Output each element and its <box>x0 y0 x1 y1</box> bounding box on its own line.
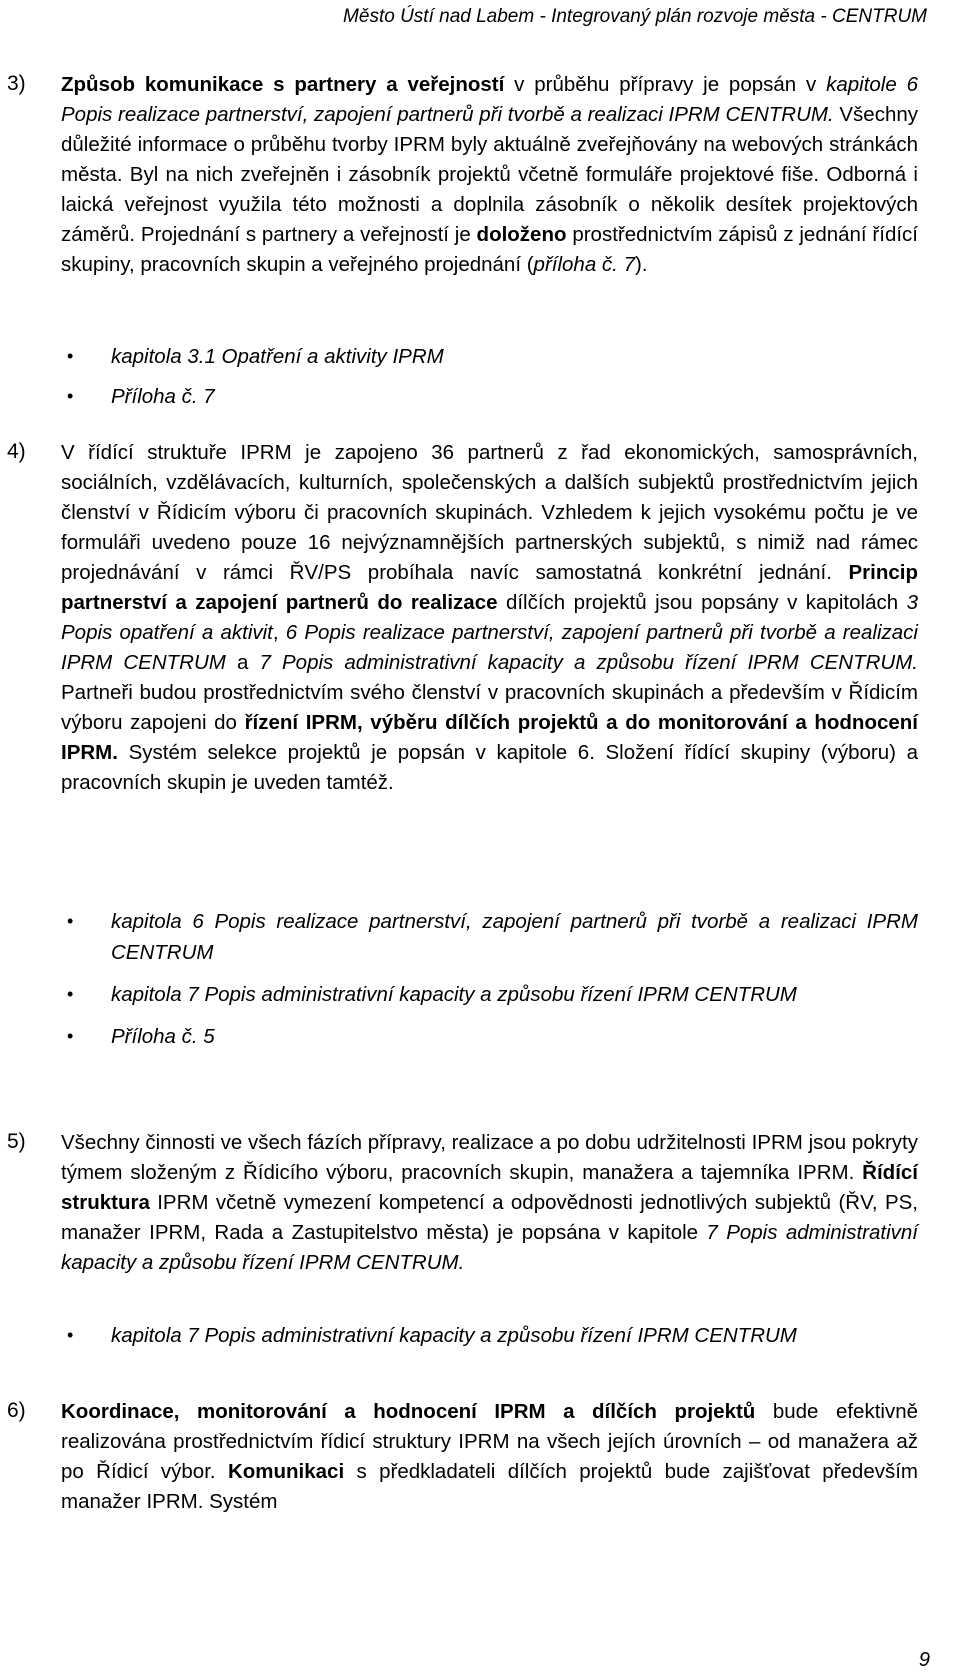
page-header: Město Ústí nad Labem - Integrovaný plán rozvoje města - CENTRUM <box>343 6 927 27</box>
bold-text: Koordinace, monitorování a hodnocení IPRM a dílčích projektů <box>61 1400 756 1423</box>
bold-text: doloženo <box>476 223 567 246</box>
list-item: • kapitola 6 Popis realizace partnerství, zapojení partnerů při tvorbě a realizaci IPRM CENTRUM <box>67 906 918 968</box>
italic-reference: 7 Popis administrativní kapacity a způsobu řízení IPRM CENTRUM. <box>61 1221 918 1274</box>
section-3-bullets <box>67 341 918 412</box>
section-number: 5) <box>7 1130 26 1153</box>
section-number: 4) <box>7 440 26 463</box>
section-5-bullets <box>67 1320 918 1351</box>
bold-text: Způsob komunikace s partnery a veřejností <box>61 73 505 96</box>
italic-reference: příloha č. 7 <box>533 253 635 276</box>
page-number: 9 <box>918 1649 930 1671</box>
bold-text: Řídící struktura <box>61 1161 918 1214</box>
italic-reference: kapitole 6 Popis realizace partnerství, zapojení partnerů při tvorbě a realizaci IPRM CENTRUM. <box>61 73 918 126</box>
list-item: • kapitola 7 Popis administrativní kapacity a způsobu řízení IPRM CENTRUM <box>67 1320 918 1351</box>
list-item: • kapitola 7 Popis administrativní kapacity a způsobu řízení IPRM CENTRUM <box>67 979 918 1010</box>
italic-reference: 7 Popis administrativní kapacity a způsobu řízení IPRM CENTRUM. <box>259 651 919 674</box>
section-number: 6) <box>7 1399 26 1422</box>
bold-text: Princip partnerství a zapojení partnerů do realizace <box>61 561 918 614</box>
section-number: 3) <box>7 72 26 95</box>
italic-reference: 3 Popis opatření a aktivit <box>61 591 918 644</box>
section-3-paragraph: Způsob komunikace s partnery a veřejností v průběhu přípravy je popsán v kapitole 6 Popis realizace partnerství, zapojení partnerů při tvorbě a realizaci IPRM CENTRUM. Všechny důležité informace o průběhu tvorby IPRM byly aktuálně zveřejňovány na webových stránkách města. Byl na nich zveřejněn i zásobník projektů včetně formuláře projektové fiše. Odborná i laická veřejnost využila této možnosti a doplnila zásobník o několik desítek projektových záměrů. Projednání s partnery a veřejností je doloženo prostřednictvím zápisů z jednání řídící skupiny, pracovních skupin a veřejného projednání (příloha č. 7). <box>61 73 919 276</box>
bold-text: řízení IPRM, výběru dílčích projektů a do monitorování a hodnocení IPRM. <box>61 711 918 764</box>
section-5-paragraph: Všechny činnosti ve všech fázích přípravy, realizace a po dobu udržitelnosti IPRM jsou pokryty týmem složeným z Řídicího výboru, pracovních skupin, manažera a tajemníka IPRM. Řídící struktura IPRM včetně vymezení kompetencí a odpovědnosti jednotlivých subjektů (ŘV, PS, manažer IPRM, Rada a Zastupitelstvo města) je popsána v kapitole 7 Popis administrativní kapacity a způsobu řízení IPRM CENTRUM. <box>61 1131 918 1274</box>
list-item: • Příloha č. 7 <box>67 381 918 412</box>
list-item: • kapitola 3.1 Opatření a aktivity IPRM <box>67 341 918 372</box>
section-4-paragraph: V řídící struktuře IPRM je zapojeno 36 partnerů z řad ekonomických, samosprávních, sociálních, vzdělávacích, kulturních, společenských a dalších subjektů prostřednictvím jejich členství v Řídicím výboru či pracovních skupinách. Vzhledem k jejich vysokému počtu je ve formuláři uvedeno pouze 16 nejvýznamnějších partnerských subjektů, s nimiž nad rámec projednávání v rámci ŘV/PS probíhala navíc samostatná konkrétní jednání. Princip partnerství a zapojení partnerů do realizace dílčích projektů jsou popsány v kapitolách 3 Popis opatření a aktivit, 6 Popis realizace partnerství, zapojení partnerů při tvorbě a realizaci IPRM CENTRUM a 7 Popis administrativní kapacity a způsobu řízení IPRM CENTRUM. Partneři budou prostřednictvím svého členství v pracovních skupinách a především v Řídicím výboru zapojeni do řízení IPRM, výběru dílčích projektů a do monitorování a hodnocení IPRM. Systém selekce projektů je popsán v kapitole 6. Složení řídící skupiny (výboru) a pracovních skupin je uveden tamtéž. <box>61 441 919 794</box>
section-6-paragraph: Koordinace, monitorování a hodnocení IPRM a dílčích projektů bude efektivně realizována prostřednictvím řídicí struktury IPRM na všech jejích úrovních – od manažera až po Řídicí výbor. Komunikaci s předkladateli dílčích projektů bude zajišťovat především manažer IPRM. Systém <box>61 1400 919 1513</box>
bold-text: Komunikaci <box>227 1460 345 1483</box>
section-4-bullets <box>67 906 918 1052</box>
italic-reference: 6 Popis realizace partnerství, zapojení partnerů při tvorbě a realizaci IPRM CENTRUM <box>61 621 918 674</box>
list-item: • Příloha č. 5 <box>67 1021 918 1052</box>
